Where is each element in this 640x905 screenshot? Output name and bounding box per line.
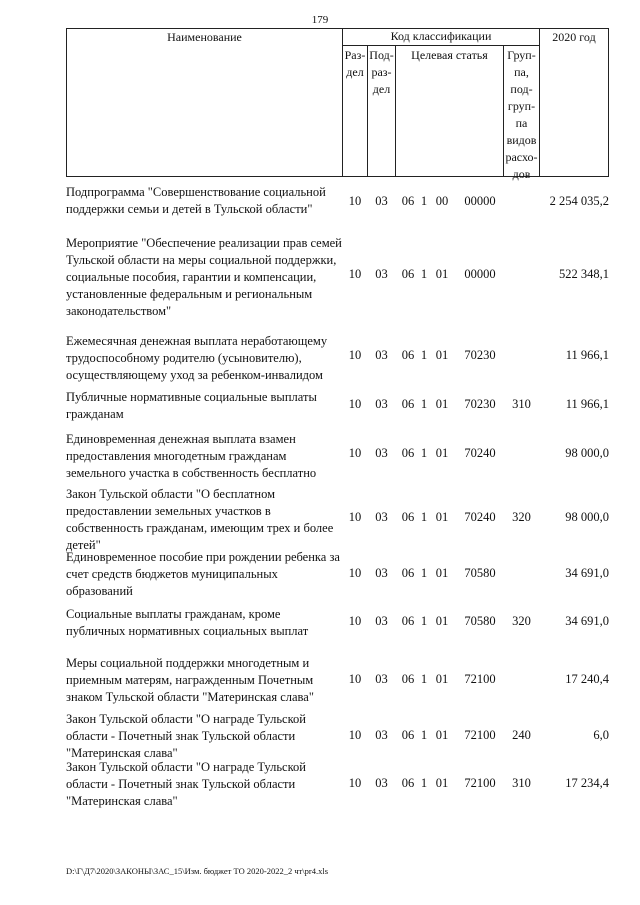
header-classification: Код классификации (390, 29, 492, 43)
row-razdel: 10 (348, 194, 362, 208)
row-target-direction: 70580 (464, 566, 496, 580)
row-podrazdel: 03 (375, 672, 388, 686)
table-header (66, 28, 609, 181)
row-name: Публичные нормативные социальные выплаты гражданам (66, 390, 317, 421)
row-target-program: 06 (401, 446, 415, 460)
table-row (66, 389, 609, 425)
header-name: Наименование (167, 30, 242, 44)
row-razdel: 10 (348, 728, 362, 742)
row-target-subprogram: 1 (420, 194, 428, 208)
row-value: 6,0 (593, 728, 609, 742)
row-target-subprogram: 1 (420, 728, 428, 742)
row-podrazdel: 03 (375, 614, 388, 628)
row-podrazdel: 03 (375, 728, 388, 742)
row-razdel: 10 (348, 267, 362, 281)
row-target-direction: 70240 (464, 446, 496, 460)
row-razdel: 10 (348, 566, 362, 580)
row-razdel: 10 (348, 348, 362, 362)
page-number: 179 (311, 14, 329, 26)
row-target-direction: 00000 (464, 267, 496, 281)
row-name: Закон Тульской области "О награде Тульской области - Почетный знак Тульской области "Материнская слава" (66, 760, 306, 808)
row-group: 310 (512, 397, 531, 411)
row-target-direction: 72100 (464, 776, 496, 790)
header-group: Груп- па, под- груп- па видов расхо- дов (505, 48, 538, 181)
row-target-direction: 70580 (464, 614, 496, 628)
row-target-event: 01 (435, 397, 449, 411)
row-target-subprogram: 1 (420, 267, 428, 281)
row-razdel: 10 (348, 446, 362, 460)
row-target-subprogram: 1 (420, 510, 428, 524)
row-target-program: 06 (401, 776, 415, 790)
row-podrazdel: 03 (375, 397, 388, 411)
table-row (66, 759, 609, 811)
row-razdel: 10 (348, 776, 362, 790)
row-target-direction: 00000 (464, 194, 496, 208)
row-podrazdel: 03 (375, 510, 388, 524)
row-value: 34 691,0 (565, 614, 609, 628)
row-name: Подпрограмма "Совершенствование социальной поддержки семьи и детей в Тульской области" (66, 185, 326, 216)
row-target-program: 06 (401, 672, 415, 686)
row-podrazdel: 03 (375, 194, 388, 208)
table-row (66, 431, 609, 483)
row-name: Единовременное пособие при рождении ребенка за счет средств бюджетов муниципальных образований (66, 550, 340, 598)
row-name: Закон Тульской области "О бесплатном предоставлении земельных участков в собственность гражданам, имеющим трех и более детей" (66, 487, 334, 552)
row-target-program: 06 (401, 566, 415, 580)
row-target-program: 06 (401, 510, 415, 524)
row-target-subprogram: 1 (420, 446, 428, 460)
row-razdel: 10 (348, 614, 362, 628)
row-target-event: 01 (435, 446, 449, 460)
row-group: 320 (512, 614, 531, 628)
row-target-event: 01 (435, 267, 449, 281)
row-target-program: 06 (401, 267, 415, 281)
row-target-direction: 70230 (464, 397, 496, 411)
row-target-program: 06 (401, 397, 415, 411)
table-row (66, 184, 609, 224)
row-target-subprogram: 1 (420, 348, 428, 362)
row-target-direction: 70240 (464, 510, 496, 524)
row-podrazdel: 03 (375, 566, 388, 580)
row-target-event: 01 (435, 348, 449, 362)
row-podrazdel: 03 (375, 348, 388, 362)
row-target-event: 01 (435, 728, 449, 742)
row-value: 11 966,1 (565, 348, 609, 362)
table-row (66, 655, 609, 707)
row-razdel: 10 (348, 672, 362, 686)
row-target-event: 01 (435, 672, 449, 686)
table-row (66, 549, 609, 601)
row-podrazdel: 03 (375, 267, 388, 281)
header-subsection: Под- раз- дел (369, 48, 394, 96)
row-group: 240 (512, 728, 531, 742)
row-target-event: 01 (435, 566, 449, 580)
table-row (66, 711, 609, 763)
row-razdel: 10 (348, 397, 362, 411)
row-target-subprogram: 1 (420, 776, 428, 790)
row-name: Закон Тульской области "О награде Тульской области - Почетный знак Тульской области "Материнская слава" (66, 712, 306, 760)
file-path-footer: D:\Г\Д7\2020\ЗАКОНЫ\ЗАС_15\Изм. бюджет ТО 2020-2022_2 чт\pr4.xls (66, 866, 329, 876)
table-row (66, 235, 609, 321)
row-name: Меры социальной поддержки многодетным и приемным матерям, награжденным Почетным знаком Тульской области "Материнская слава" (66, 656, 314, 704)
row-target-direction: 72100 (464, 728, 496, 742)
row-name: Мероприятие "Обеспечение реализации прав семей Тульской области на меры социальной поддержки, социальные пособия, гарантии и компенсации, установленные федеральным и региональным законодательством" (66, 236, 342, 318)
row-target-subprogram: 1 (420, 397, 428, 411)
row-value: 11 966,1 (565, 397, 609, 411)
header-year: 2020 год (552, 30, 596, 44)
row-target-program: 06 (401, 194, 415, 208)
row-podrazdel: 03 (375, 776, 388, 790)
row-name: Социальные выплаты гражданам, кроме публичных нормативных социальных выплат (66, 607, 309, 638)
row-value: 522 348,1 (559, 267, 609, 281)
row-value: 17 234,4 (565, 776, 609, 790)
row-target-event: 01 (435, 776, 449, 790)
row-target-event: 00 (435, 194, 449, 208)
table-row (66, 333, 609, 385)
row-target-subprogram: 1 (420, 614, 428, 628)
row-razdel: 10 (348, 510, 362, 524)
row-name: Ежемесячная денежная выплата неработающему трудоспособному родителю (усыновителю), осуществляющему уход за ребенком-инвалидом (66, 334, 328, 382)
row-target-event: 01 (435, 614, 449, 628)
row-value: 34 691,0 (565, 566, 609, 580)
table-row (66, 486, 609, 552)
row-name: Единовременная денежная выплата взамен предоставления многодетным гражданам земельного участка в собственность бесплатно (66, 432, 317, 480)
row-value: 98 000,0 (565, 510, 609, 524)
row-value: 2 254 035,2 (549, 194, 609, 208)
row-group: 320 (512, 510, 531, 524)
row-target-program: 06 (401, 348, 415, 362)
row-target-subprogram: 1 (420, 672, 428, 686)
row-target-program: 06 (401, 728, 415, 742)
row-target-subprogram: 1 (420, 566, 428, 580)
row-target-event: 01 (435, 510, 449, 524)
header-section: Раз- дел (344, 48, 366, 79)
row-group: 310 (512, 776, 531, 790)
row-value: 17 240,4 (565, 672, 609, 686)
table-row (66, 606, 609, 642)
row-value: 98 000,0 (565, 446, 609, 460)
header-target: Целевая статья (411, 48, 488, 62)
row-podrazdel: 03 (375, 446, 388, 460)
row-target-direction: 70230 (464, 348, 496, 362)
row-target-program: 06 (401, 614, 415, 628)
row-target-direction: 72100 (464, 672, 496, 686)
